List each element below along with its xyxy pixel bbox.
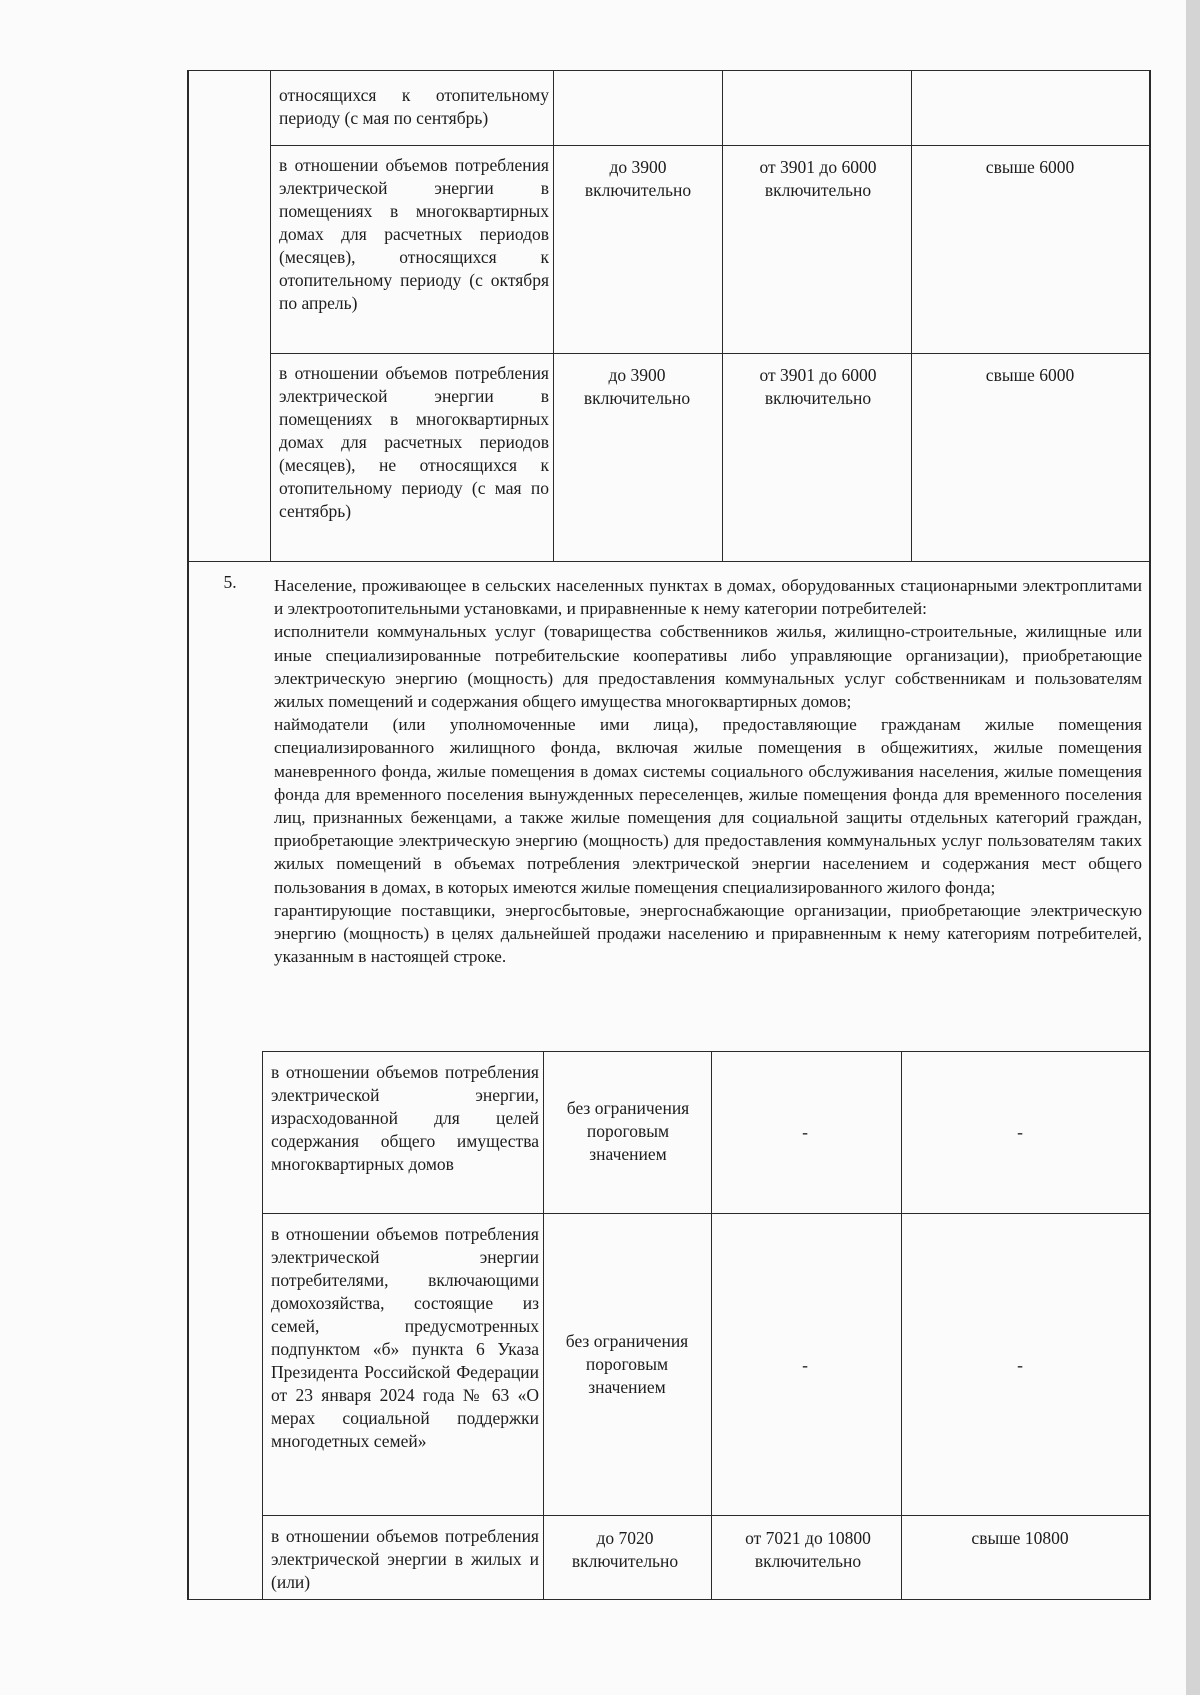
- threshold-band-2: -: [802, 1122, 808, 1142]
- threshold-band-1: до 7020 включительно: [571, 1528, 679, 1571]
- row-description: относящихся к отопительному периоду (с мая по сентябрь): [279, 85, 549, 128]
- threshold-band-2: от 3901 до 6000 включительно: [759, 157, 877, 200]
- paragraph: наймодатели (или уполномоченные ими лица), предоставляющие гражданам жилые помещения специализированного жилищного фонда, включая жилые помещения в общежитиях, жилые помещения маневренного фонда, жилые помещения в домах системы социального обслуживания населения, жилые помещения фонда для временного поселения вынужденных переселенцев, жилые помещения фонда для временного поселения лиц, признанных беженцами, а также жилые помещения для социальной защиты отдельных категорий граждан, приобретающие электрическую энергию (мощность) для предоставления коммунальных услуг пользователям таких жилых помещений в объемах потребления электрической энергии населением и содержания мест общего пользования в домах, в которых имеются жилые помещения специализированного жилого фонда;: [274, 715, 1142, 897]
- row-description: в отношении объемов потребления электрической энергии в жилых и (или): [271, 1526, 539, 1592]
- table-border: [187, 561, 1151, 562]
- row-number: 5.: [223, 572, 237, 592]
- threshold-band-3: -: [1017, 1122, 1023, 1142]
- threshold-band-3: свыше 6000: [985, 157, 1075, 177]
- threshold-band-2: от 3901 до 6000 включительно: [759, 365, 877, 408]
- threshold-band-1: без ограничения пороговым значением: [565, 1331, 689, 1397]
- table-border: [911, 70, 912, 562]
- table-border-bottom: [187, 1599, 1151, 1600]
- row-description: в отношении объемов потребления электрической энергии потребителями, включающими домохозяйства, состоящие из семей, предусмотренных подпунктом «б» пункта 6 Указа Президента Российской Федерации от 23 января 2024 года № 63 «О мерах социальной поддержки многодетных семей»: [271, 1224, 539, 1451]
- table-border: [262, 1213, 1150, 1214]
- threshold-band-1: до 3900 включительно: [584, 157, 692, 200]
- table-border: [270, 145, 1150, 146]
- row-description: в отношении объемов потребления электрической энергии, израсходованной для целей содержания общего имущества многоквартирных домов: [271, 1062, 539, 1174]
- table-border: [711, 1052, 712, 1600]
- threshold-band-1: без ограничения пороговым значением: [566, 1098, 690, 1164]
- section-description: [274, 574, 1142, 968]
- paragraph: исполнители коммунальных услуг (товарищества собственников жилья, жилищно-строительные, жилищные или иные специализированные потребительские кооперативы либо управляющие организации), приобретающие электрическую энергию (мощность) для предоставления коммунальных услуг собственникам и пользователям жилых помещений и содержания общего имущества многоквартирных домов;: [274, 622, 1142, 712]
- table-border-right: [1149, 70, 1151, 1600]
- threshold-band-3: свыше 10800: [971, 1528, 1069, 1548]
- table-border: [262, 1051, 1150, 1052]
- table-border-left: [187, 70, 189, 1600]
- threshold-band-1: до 3900 включительно: [583, 365, 691, 408]
- paragraph: гарантирующие поставщики, энергосбытовые, энергоснабжающие организации, приобретающие электрическую энергию (мощность) в целях дальнейшей продажи населению и приравненным к нему категориям потребителей, указанным в настоящей строке.: [274, 900, 1142, 967]
- table-border: [722, 70, 723, 562]
- threshold-band-2: от 7021 до 10800 включительно: [745, 1528, 871, 1571]
- row-description: в отношении объемов потребления электрической энергии в помещениях в многоквартирных домах для расчетных периодов (месяцев), не относящихся к отопительному периоду (с мая по сентябрь): [279, 363, 549, 521]
- paragraph: Население, проживающее в сельских населенных пунктах в домах, оборудованных стационарными электроплитами и электроотопительными установками, и приравненные к нему категории потребителей:: [274, 576, 1142, 619]
- table-border: [553, 70, 554, 562]
- threshold-band-2: -: [802, 1355, 808, 1375]
- threshold-band-3: -: [1017, 1355, 1023, 1375]
- table-border: [543, 1052, 544, 1600]
- table-border: [270, 70, 271, 562]
- table-border-top: [187, 70, 1151, 71]
- table-border: [262, 1515, 1150, 1516]
- table-border: [270, 353, 1150, 354]
- threshold-band-3: свыше 6000: [985, 365, 1075, 385]
- row-description: в отношении объемов потребления электрической энергии в помещениях в многоквартирных домах для расчетных периодов (месяцев), относящихся к отопительному периоду (с октября по апрель): [279, 155, 549, 313]
- table-border: [901, 1052, 902, 1600]
- table-border: [262, 1052, 263, 1600]
